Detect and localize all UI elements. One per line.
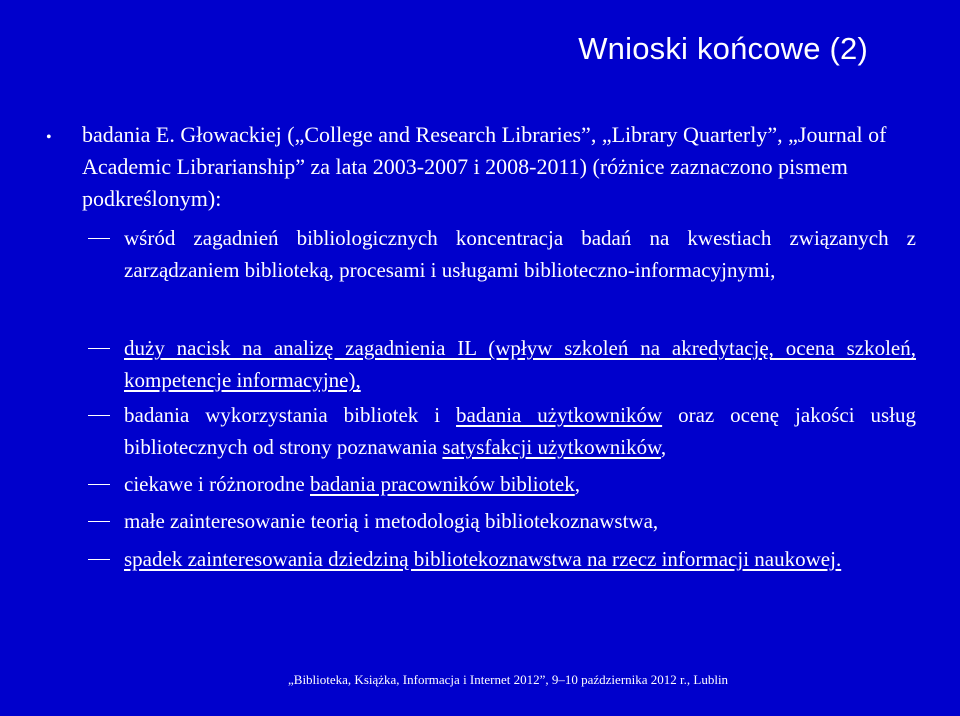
text-segment: małe zainteresowanie teorią i metodologią bibliotekoznawstwa,: [124, 509, 659, 533]
text-segment: wśród zagadnień bibliologicznych koncentracja badań na kwestiach związanych z zarządzaniem biblioteką, procesami i usługami biblioteczno-informacyjnymi,: [124, 226, 916, 282]
text-segment: ,: [574, 472, 581, 496]
sub-bullet-text: [124, 505, 916, 537]
dash-icon: [88, 238, 110, 239]
dash-icon: [88, 415, 110, 416]
bullet-icon: •: [46, 129, 52, 146]
dash-icon: [88, 484, 110, 485]
dash-icon: [88, 348, 110, 349]
underlined-text-segment: spadek zainteresowania dziedziną bibliotekoznawstwa na rzecz informacji naukowej.: [124, 547, 842, 571]
dash-icon: [88, 559, 110, 560]
underlined-text-segment: badania pracowników bibliotek: [310, 472, 575, 496]
sub-bullet-text: [124, 468, 916, 500]
underlined-text-segment: satysfakcji użytkowników: [442, 435, 661, 459]
main-bullet-text: badania E. Głowackiej („College and Research Libraries”, „Library Quarterly”, „Journal of Academic Librarianship” za lata 2003-2007 i 2008-2011) (różnice zaznaczono pismem podkreślonym):: [82, 122, 887, 211]
sub-bullet-text: [124, 399, 916, 463]
underlined-text-segment: duży nacisk na analizę zagadnienia IL (wpływ szkoleń na akredytację, ocena szkoleń, kompetencje informacyjne),: [124, 336, 916, 392]
sub-bullet-text: [124, 543, 916, 575]
footer-text: „Biblioteka, Książka, Informacja i Internet 2012”, 9–10 października 2012 r., Lublin: [288, 672, 729, 687]
dash-icon: [88, 521, 110, 522]
text-segment: ciekawe i różnorodne: [124, 472, 310, 496]
text-segment: badania wykorzystania bibliotek i: [124, 403, 457, 427]
text-segment: ,: [660, 435, 667, 459]
text-segment: oraz ocenę jakości usług bibliotecznych od strony poznawania: [124, 403, 916, 459]
slide-title: Wnioski końcowe (2): [578, 31, 868, 66]
sub-bullet-text: [124, 222, 916, 286]
underlined-text-segment: badania użytkowników: [456, 403, 663, 427]
sub-bullet-text: [124, 332, 916, 396]
